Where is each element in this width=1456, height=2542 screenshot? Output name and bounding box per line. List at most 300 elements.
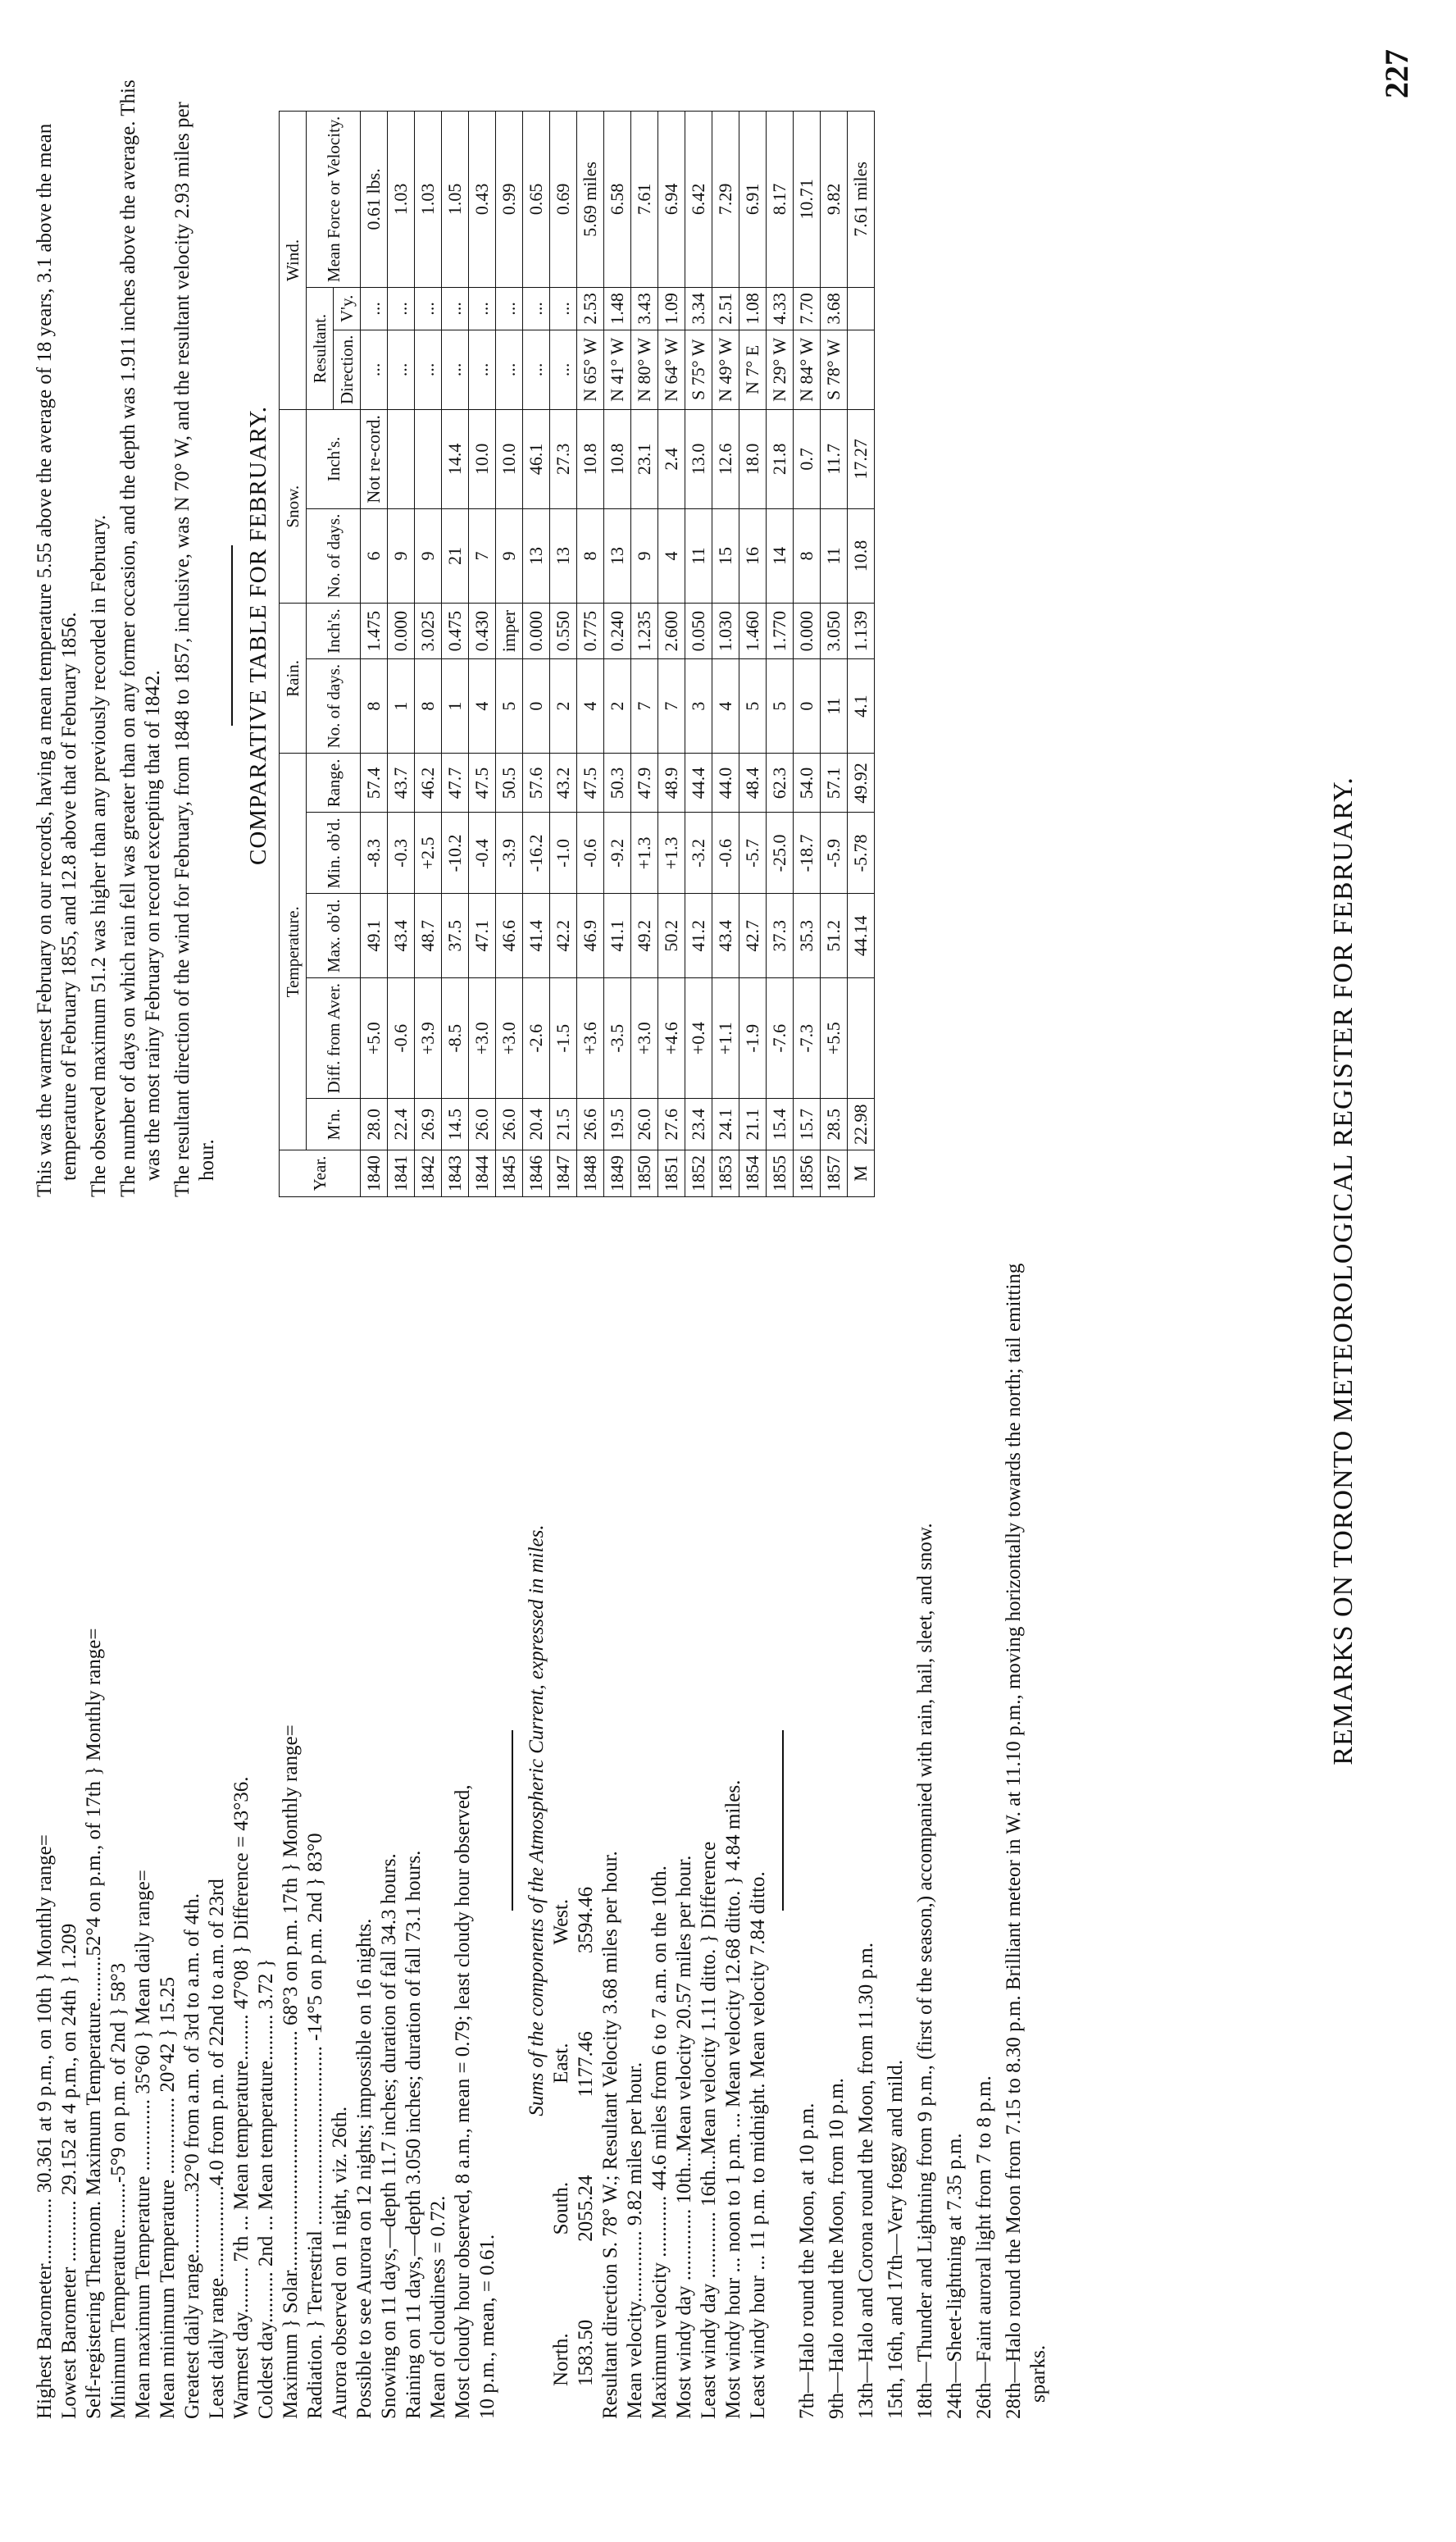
sums-east-label: East. bbox=[550, 2043, 572, 2084]
table-cell: 10.71 bbox=[794, 111, 821, 287]
table-cell: 0.61 lbs. bbox=[361, 111, 388, 287]
table-cell: 6 bbox=[361, 508, 388, 604]
table-cell: 9 bbox=[631, 508, 658, 604]
table-cell: N 7° E bbox=[739, 330, 767, 410]
table-cell: 35.3 bbox=[794, 894, 821, 978]
table-row bbox=[604, 111, 631, 1196]
table-cell: 1.139 bbox=[848, 604, 875, 659]
table-cell: 19.5 bbox=[604, 1099, 631, 1150]
table-cell: 10.8 bbox=[604, 410, 631, 509]
table-cell: Not re-cord. bbox=[361, 410, 388, 509]
table-cell: 1 bbox=[442, 658, 469, 754]
table-cell: 1.475 bbox=[361, 604, 388, 659]
table-cell: 4 bbox=[658, 508, 685, 604]
table-cell: 1.030 bbox=[712, 604, 739, 659]
table-cell: 13.0 bbox=[685, 410, 712, 509]
table-cell: +3.6 bbox=[577, 977, 604, 1099]
table-cell: 21.8 bbox=[767, 410, 794, 509]
table-cell: 17.27 bbox=[848, 410, 875, 509]
table-cell bbox=[388, 410, 415, 509]
table-cell: 3.025 bbox=[415, 604, 442, 659]
table-cell: 27.3 bbox=[550, 410, 577, 509]
table-cell: ... bbox=[550, 330, 577, 410]
table-cell: 0.69 bbox=[550, 111, 577, 287]
table-cell: 46.2 bbox=[415, 754, 442, 813]
table-cell: 50.3 bbox=[604, 754, 631, 813]
table-cell: ... bbox=[442, 330, 469, 410]
table-cell: 42.7 bbox=[739, 894, 767, 978]
table-cell: 1843 bbox=[442, 1150, 469, 1197]
divider bbox=[512, 1730, 513, 1911]
summary-line: Raining on 11 days,—depth 3.050 inches; duration of fall 73.1 hours. bbox=[403, 1850, 425, 2419]
table-cell: 44.14 bbox=[848, 894, 875, 978]
table-cell: 2.4 bbox=[658, 410, 685, 509]
table-cell: ... bbox=[415, 330, 442, 410]
table-cell: ... bbox=[550, 288, 577, 330]
table-cell: ... bbox=[469, 288, 496, 330]
summary-line: Radiation. } Terrestrial ................................... -14°5 on p.m. 2nd } 83°0 bbox=[304, 1833, 326, 2419]
table-cell: 5 bbox=[496, 658, 523, 754]
table-cell: 3.34 bbox=[685, 288, 712, 330]
table-cell: ... bbox=[523, 288, 550, 330]
table-cell: 3.68 bbox=[821, 288, 848, 330]
table-cell: 1.08 bbox=[739, 288, 767, 330]
note-line: 9th—Halo round the Moon, from 10 p.m. bbox=[826, 2078, 848, 2419]
table-cell: 1840 bbox=[361, 1150, 388, 1197]
summary-line: Mean maximum Temperature .............. 35°60 } Mean daily range= bbox=[132, 1870, 154, 2419]
table-cell: 5 bbox=[739, 658, 767, 754]
table-body bbox=[361, 111, 875, 1196]
note-line: 15th, 16th, and 17th—Very foggy and mild. bbox=[885, 2059, 907, 2419]
table-cell: 14 bbox=[767, 508, 794, 604]
table-cell: 8 bbox=[361, 658, 388, 754]
summary-line: Coldest day.......... 2nd ... Mean temperature......... 3.72 } bbox=[255, 1958, 277, 2419]
table-cell: 57.6 bbox=[523, 754, 550, 813]
wind-line: Least windy day ............. 16th...Mean velocity 1.11 ditto. } Difference bbox=[698, 1841, 720, 2419]
table-cell: 14.5 bbox=[442, 1099, 469, 1150]
table-cell: 47.5 bbox=[469, 754, 496, 813]
table-cell: 0.65 bbox=[523, 111, 550, 287]
table-cell: 15.4 bbox=[767, 1099, 794, 1150]
table-cell: 9 bbox=[388, 508, 415, 604]
table-cell: 1850 bbox=[631, 1150, 658, 1197]
table-cell: +2.5 bbox=[415, 813, 442, 894]
table-cell: 49.1 bbox=[361, 894, 388, 978]
table-cell: 0.43 bbox=[469, 111, 496, 287]
table-cell: 0.550 bbox=[550, 604, 577, 659]
table-cell: 13 bbox=[523, 508, 550, 604]
sums-header bbox=[549, 1222, 574, 2419]
table-cell: 2.600 bbox=[658, 604, 685, 659]
table-cell: 3.050 bbox=[821, 604, 848, 659]
table-cell: 9 bbox=[496, 508, 523, 604]
divider bbox=[231, 545, 233, 726]
table-cell: -0.6 bbox=[712, 813, 739, 894]
table-row bbox=[415, 111, 442, 1196]
table-cell: 2 bbox=[604, 658, 631, 754]
table-cell: 8 bbox=[577, 508, 604, 604]
remark-paragraph: The resultant direction of the wind for February, from 1848 to 1857, inclusive, was N 70° W, and the resultant velocity 2.93 miles per hour. bbox=[171, 102, 218, 1197]
table-cell: 47.5 bbox=[577, 754, 604, 813]
right-column bbox=[33, 74, 1312, 1197]
table-cell: 1852 bbox=[685, 1150, 712, 1197]
table-cell: 43.4 bbox=[388, 894, 415, 978]
table-cell: 0.475 bbox=[442, 604, 469, 659]
table-cell: 15.7 bbox=[794, 1099, 821, 1150]
table-cell: -10.2 bbox=[442, 813, 469, 894]
table-cell: ... bbox=[469, 330, 496, 410]
remark-paragraph: The number of days on which rain fell was greater than on any former occasion, and the depth was 1.911 inches above the average. This was the most rainy February on record excepting that of 1842. bbox=[117, 80, 164, 1197]
table-cell: 4.33 bbox=[767, 288, 794, 330]
table-cell: 4 bbox=[577, 658, 604, 754]
table-cell: 6.42 bbox=[685, 111, 712, 287]
table-cell: 1846 bbox=[523, 1150, 550, 1197]
table-cell: 1.03 bbox=[388, 111, 415, 287]
table-cell: 11 bbox=[685, 508, 712, 604]
wind-line: Most windy hour ... noon to 1 p.m. ... Mean velocity 12.68 ditto. } 4.84 miles. bbox=[722, 1779, 744, 2419]
table-cell: 54.0 bbox=[794, 754, 821, 813]
table-cell: 0.000 bbox=[388, 604, 415, 659]
table-cell: 1854 bbox=[739, 1150, 767, 1197]
table-cell: 7.61 bbox=[631, 111, 658, 287]
table-row bbox=[848, 111, 875, 1196]
table-cell: 26.0 bbox=[469, 1099, 496, 1150]
sums-west-label: West. bbox=[550, 1898, 572, 1945]
table-cell: 0.050 bbox=[685, 604, 712, 659]
summary-line: Snowing on 11 days,—depth 11.7 inches; duration of fall 34.3 hours. bbox=[378, 1853, 400, 2419]
table-cell: 8 bbox=[415, 658, 442, 754]
summary-line: Lowest Barometer ............ 29.152 at 4 p.m., on 24th } 1.209 bbox=[58, 1923, 80, 2419]
summary-line: Most cloudy hour observed, 8 a.m., mean = 0.79; least cloudy hour observed, bbox=[452, 1784, 474, 2419]
table-cell: 1.48 bbox=[604, 288, 631, 330]
table-cell: 1841 bbox=[388, 1150, 415, 1197]
table-cell: -5.9 bbox=[821, 813, 848, 894]
wind-line: Mean velocity.............. 9.82 miles per hour. bbox=[624, 2061, 646, 2419]
table-row bbox=[442, 111, 469, 1196]
table-cell: -5.78 bbox=[848, 813, 875, 894]
summary-line: Mean of cloudiness = 0.72. bbox=[427, 2195, 449, 2419]
table-row bbox=[794, 111, 821, 1196]
summary-line: Mean minimum Temperature ............... 20°42 } 15.25 bbox=[157, 1976, 179, 2419]
summary-line: Possible to see Aurora on 12 nights; impossible on 16 nights. bbox=[353, 1918, 375, 2419]
table-cell bbox=[848, 330, 875, 410]
table-cell: 13 bbox=[604, 508, 631, 604]
table-cell: 1.235 bbox=[631, 604, 658, 659]
table-cell: 2.51 bbox=[712, 288, 739, 330]
page-number: 227 bbox=[1378, 49, 1415, 98]
table-cell: 1849 bbox=[604, 1150, 631, 1197]
table-cell: +4.6 bbox=[658, 977, 685, 1099]
column-header: No. of days. bbox=[307, 658, 361, 754]
remarks-paragraphs bbox=[33, 74, 220, 1197]
table-cell: 28.0 bbox=[361, 1099, 388, 1150]
note-line: 24th—Sheet-lightning at 7.35 p.m. bbox=[944, 2133, 966, 2419]
table-cell: 7 bbox=[631, 658, 658, 754]
table-cell: 43.2 bbox=[550, 754, 577, 813]
column-header: M'n. bbox=[307, 1099, 361, 1150]
table-cell: -0.6 bbox=[577, 813, 604, 894]
table-cell: -8.5 bbox=[442, 977, 469, 1099]
table-cell: 4.1 bbox=[848, 658, 875, 754]
comparative-table bbox=[279, 111, 875, 1197]
summary-line: Minimum Temperature.........-5°9 on p.m. of 2nd } 58°3 bbox=[107, 1962, 130, 2419]
table-cell: 0.99 bbox=[496, 111, 523, 287]
table-cell: 37.3 bbox=[767, 894, 794, 978]
table-cell: 11 bbox=[821, 658, 848, 754]
table-row bbox=[767, 111, 794, 1196]
table-cell: 46.1 bbox=[523, 410, 550, 509]
column-header: Direction. bbox=[334, 330, 361, 410]
table-cell: 43.7 bbox=[388, 754, 415, 813]
table-cell: 11.7 bbox=[821, 410, 848, 509]
table-cell: 1857 bbox=[821, 1150, 848, 1197]
table-cell: 8 bbox=[794, 508, 821, 604]
table-cell: 51.2 bbox=[821, 894, 848, 978]
table-cell: -3.9 bbox=[496, 813, 523, 894]
table-cell: 21.5 bbox=[550, 1099, 577, 1150]
table-cell: 49.92 bbox=[848, 754, 875, 813]
note-line: 13th—Halo and Corona round the Moon, from 11.30 p.m. bbox=[855, 1943, 877, 2419]
column-header: Diff. from Aver. bbox=[307, 977, 361, 1099]
table-cell: 7.29 bbox=[712, 111, 739, 287]
table-cell: 14.4 bbox=[442, 410, 469, 509]
table-row bbox=[496, 111, 523, 1196]
table-cell: 7 bbox=[658, 658, 685, 754]
remark-paragraph: The observed maximum 51.2 was higher than any previously recorded in February. bbox=[88, 514, 110, 1197]
table-cell: 0.240 bbox=[604, 604, 631, 659]
wind-summary bbox=[598, 1222, 771, 2419]
table-cell: 62.3 bbox=[767, 754, 794, 813]
table-cell: S 75° W bbox=[685, 330, 712, 410]
sums-title: Sums of the components of the Atmospheric Current, expressed in miles. bbox=[526, 1524, 548, 2116]
table-cell: 10.0 bbox=[469, 410, 496, 509]
table-cell: 24.1 bbox=[712, 1099, 739, 1150]
table-cell: ... bbox=[442, 288, 469, 330]
summary-line: Greatest daily range............32°0 from a.m. of 3rd to a.m. of 4th. bbox=[181, 1893, 203, 2419]
note-line: 7th—Halo round the Moon, at 10 p.m. bbox=[796, 2102, 818, 2419]
table-cell: N 64° W bbox=[658, 330, 685, 410]
year-header: Year. bbox=[280, 1150, 361, 1197]
summary-line: 10 p.m., mean, = 0.61. bbox=[476, 2234, 498, 2419]
table-cell: -0.6 bbox=[388, 977, 415, 1099]
table-cell: 13 bbox=[550, 508, 577, 604]
table-cell: 23.4 bbox=[685, 1099, 712, 1150]
note-line: 26th—Faint auroral light from 7 to 8 p.m. bbox=[973, 2075, 995, 2419]
table-cell: 1842 bbox=[415, 1150, 442, 1197]
column-header: Range. bbox=[307, 754, 361, 813]
table-cell: S 78° W bbox=[821, 330, 848, 410]
sums-north-label: North. bbox=[550, 2333, 572, 2386]
table-cell: -1.9 bbox=[739, 977, 767, 1099]
table-row bbox=[712, 111, 739, 1196]
table-cell: 12.6 bbox=[712, 410, 739, 509]
table-cell: 3.43 bbox=[631, 288, 658, 330]
remark-paragraph: This was the warmest February on our records, having a mean temperature 5.55 above the average of 18 years, 3.1 above the mean temperature of February 1855, and 12.8 above that of February 1856. bbox=[34, 123, 80, 1197]
table-cell: 1853 bbox=[712, 1150, 739, 1197]
table-cell bbox=[848, 977, 875, 1099]
table-cell: 22.4 bbox=[388, 1099, 415, 1150]
column-header: No. of days. bbox=[307, 508, 361, 604]
summary-line: Maximum } Solar............................................... 68°3 on p.m. 17th } Monthly range= bbox=[280, 1724, 302, 2419]
table-cell: 0.7 bbox=[794, 410, 821, 509]
table-cell: 48.4 bbox=[739, 754, 767, 813]
table-cell: M bbox=[848, 1150, 875, 1197]
table-cell: +5.5 bbox=[821, 977, 848, 1099]
note-line: 18th—Thunder and Lightning from 9 p.m., (first of the season,) accompanied with rain, hail, sleet, and snow. bbox=[914, 1523, 936, 2419]
table-cell: 57.4 bbox=[361, 754, 388, 813]
table-cell: ... bbox=[361, 288, 388, 330]
table-cell: 16 bbox=[739, 508, 767, 604]
table-cell bbox=[415, 410, 442, 509]
comparative-table-title: COMPARATIVE TABLE FOR FEBRUARY. bbox=[245, 406, 271, 865]
table-cell: ... bbox=[523, 330, 550, 410]
table-cell: 41.2 bbox=[685, 894, 712, 978]
table-cell: 1.03 bbox=[415, 111, 442, 287]
table-cell: 28.5 bbox=[821, 1099, 848, 1150]
table-cell: 0.775 bbox=[577, 604, 604, 659]
table-cell: +0.4 bbox=[685, 977, 712, 1099]
wind-line: Resultant direction S. 78° W.; Resultant Velocity 3.68 miles per hour. bbox=[599, 1851, 621, 2419]
table-cell: 6.58 bbox=[604, 111, 631, 287]
table-cell: ... bbox=[496, 288, 523, 330]
table-cell: 48.7 bbox=[415, 894, 442, 978]
table-cell: 5.69 miles bbox=[577, 111, 604, 287]
table-row bbox=[469, 111, 496, 1196]
table-cell: +1.1 bbox=[712, 977, 739, 1099]
sums-west-value: 3594.46 bbox=[575, 1886, 597, 1954]
table-cell: 4 bbox=[712, 658, 739, 754]
table-cell: 1 bbox=[388, 658, 415, 754]
table-cell: 9.82 bbox=[821, 111, 848, 287]
table-row bbox=[658, 111, 685, 1196]
table-cell: +3.0 bbox=[631, 977, 658, 1099]
table-cell: 10.8 bbox=[848, 508, 875, 604]
table-cell: 1856 bbox=[794, 1150, 821, 1197]
table-row bbox=[388, 111, 415, 1196]
table-cell: -2.6 bbox=[523, 977, 550, 1099]
table-cell: 22.98 bbox=[848, 1099, 875, 1150]
table-cell: 1.09 bbox=[658, 288, 685, 330]
table-cell: N 65° W bbox=[577, 330, 604, 410]
table-cell bbox=[848, 288, 875, 330]
table-cell: 26.0 bbox=[496, 1099, 523, 1150]
table-cell: 1.05 bbox=[442, 111, 469, 287]
table-cell: 46.9 bbox=[577, 894, 604, 978]
table-cell: 47.1 bbox=[469, 894, 496, 978]
table-cell: 0 bbox=[794, 658, 821, 754]
sums-east-value: 1177.46 bbox=[575, 2031, 597, 2098]
table-cell: 21.1 bbox=[739, 1099, 767, 1150]
table-cell: +5.0 bbox=[361, 977, 388, 1099]
divider bbox=[782, 1730, 784, 1911]
table-cell: ... bbox=[415, 288, 442, 330]
table-cell: -0.4 bbox=[469, 813, 496, 894]
table-cell: -3.2 bbox=[685, 813, 712, 894]
wind-line: Maximum velocity ............ 44.6 miles from 6 to 7 a.m. on the 10th. bbox=[648, 1866, 671, 2419]
table-cell: 41.4 bbox=[523, 894, 550, 978]
table-cell: 1.460 bbox=[739, 604, 767, 659]
table-row bbox=[631, 111, 658, 1196]
table-cell: 5 bbox=[767, 658, 794, 754]
table-cell: 18.0 bbox=[739, 410, 767, 509]
sums-south-label: South. bbox=[550, 2181, 572, 2235]
summary-line: Warmest day......... 7th ... Mean temperature......... 47°08 } Difference = 43°36. bbox=[230, 1776, 253, 2419]
summary-line: Aurora observed on 1 night, viz. 26th. bbox=[329, 2106, 351, 2419]
table-cell: N 80° W bbox=[631, 330, 658, 410]
table-cell: +3.0 bbox=[469, 977, 496, 1099]
sums-north-value: 1583.50 bbox=[575, 2319, 597, 2386]
snow-header: Snow. bbox=[280, 410, 307, 604]
daily-notes bbox=[795, 1222, 1051, 2419]
table-cell: 4 bbox=[469, 658, 496, 754]
page-title: REMARKS ON TORONTO METEOROLOGICAL REGISTER FOR FEBRUARY. bbox=[1328, 777, 1358, 1765]
table-cell: 10.8 bbox=[577, 410, 604, 509]
table-cell: 26.9 bbox=[415, 1099, 442, 1150]
table-cell: 21 bbox=[442, 508, 469, 604]
summary-line: Highest Barometer............. 30.361 at 9 p.m., on 10th } Monthly range= bbox=[34, 1834, 56, 2419]
table-cell: -7.6 bbox=[767, 977, 794, 1099]
table-cell: +3.9 bbox=[415, 977, 442, 1099]
table-cell: 1851 bbox=[658, 1150, 685, 1197]
left-column bbox=[33, 1222, 1312, 2419]
sums-south-value: 2055.24 bbox=[575, 2175, 597, 2242]
table-cell: 49.2 bbox=[631, 894, 658, 978]
table-cell: N 29° W bbox=[767, 330, 794, 410]
column-header: Inch's. bbox=[307, 410, 361, 509]
register-summary bbox=[33, 1222, 500, 2419]
table-cell: 1847 bbox=[550, 1150, 577, 1197]
table-row bbox=[550, 111, 577, 1196]
table-cell: -16.2 bbox=[523, 813, 550, 894]
table-cell: -25.0 bbox=[767, 813, 794, 894]
table-cell: -9.2 bbox=[604, 813, 631, 894]
table-cell: 44.4 bbox=[685, 754, 712, 813]
table-cell: 47.7 bbox=[442, 754, 469, 813]
table-cell: 1844 bbox=[469, 1150, 496, 1197]
table-cell: 1855 bbox=[767, 1150, 794, 1197]
sums-values bbox=[574, 1222, 598, 2419]
table-cell: 3 bbox=[685, 658, 712, 754]
table-cell: 2 bbox=[550, 658, 577, 754]
table-cell: 23.1 bbox=[631, 410, 658, 509]
wind-header: Wind. bbox=[280, 111, 307, 409]
table-cell: -5.7 bbox=[739, 813, 767, 894]
table-cell: -3.5 bbox=[604, 977, 631, 1099]
table-cell: -1.0 bbox=[550, 813, 577, 894]
table-cell: 37.5 bbox=[442, 894, 469, 978]
table-cell: 48.9 bbox=[658, 754, 685, 813]
column-header: Mean Force or Velocity. bbox=[307, 111, 361, 287]
table-row bbox=[577, 111, 604, 1196]
table-cell: 50.5 bbox=[496, 754, 523, 813]
table-cell: -0.3 bbox=[388, 813, 415, 894]
wind-line: Most windy day .............. 10th...Mean velocity 20.57 miles per hour. bbox=[673, 1855, 695, 2419]
table-cell: 50.2 bbox=[658, 894, 685, 978]
table-cell: 57.1 bbox=[821, 754, 848, 813]
table-cell: 1.770 bbox=[767, 604, 794, 659]
table-cell: 15 bbox=[712, 508, 739, 604]
table-cell: 0.000 bbox=[794, 604, 821, 659]
table-row bbox=[523, 111, 550, 1196]
table-cell: 1848 bbox=[577, 1150, 604, 1197]
table-row bbox=[739, 111, 767, 1196]
column-header: Min. ob'd. bbox=[307, 813, 361, 894]
table-header bbox=[280, 111, 361, 1196]
table-cell: -7.3 bbox=[794, 977, 821, 1099]
table-cell: -18.7 bbox=[794, 813, 821, 894]
table-cell: 10.0 bbox=[496, 410, 523, 509]
table-cell: 47.9 bbox=[631, 754, 658, 813]
